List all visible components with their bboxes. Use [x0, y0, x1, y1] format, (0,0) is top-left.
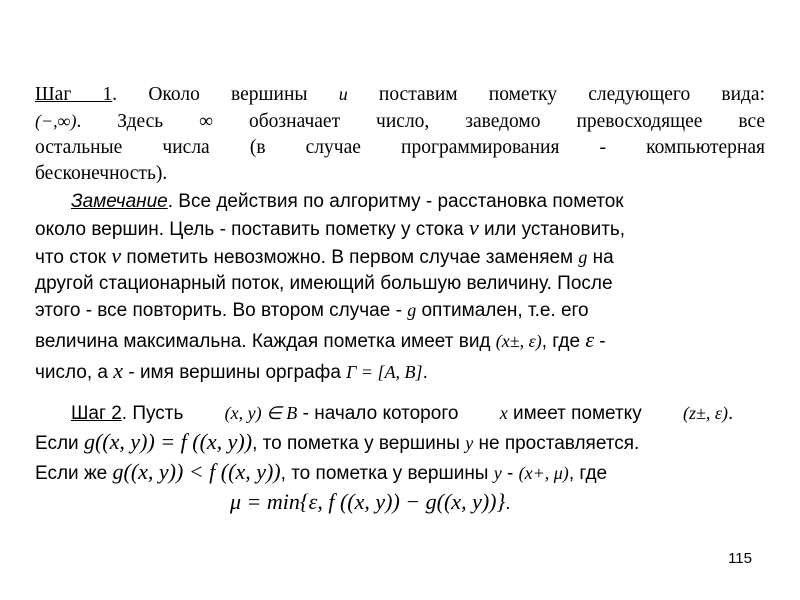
- sink-v-symbol: v: [468, 215, 479, 240]
- flow-g-symbol: g: [578, 247, 588, 267]
- digraph-formula: Γ = [A, B]: [346, 362, 423, 382]
- mark-form-formula: (x±, ε): [495, 331, 542, 351]
- step2-line-4: μ = min{ε, f ((x, y)) − g((x, y))}.: [230, 489, 511, 514]
- mu-formula: μ = min{ε, f ((x, y)) − g((x, y))}: [230, 489, 506, 514]
- remark-line-6: величина максимальна. Каждая пометка имеет вид (x±, ε), где ε -: [35, 327, 606, 352]
- arc-formula: (x, y) ∈ B: [224, 403, 298, 423]
- vertex-y-symbol: y: [465, 433, 474, 453]
- remark-line-2: около вершин. Цель - поставить пометку у стока v или установить,: [35, 215, 626, 240]
- inequality-formula: g((x, y)) < f ((x, y)): [112, 459, 281, 484]
- vertex-y-symbol-2: y: [493, 463, 502, 483]
- vertex-u-symbol: u: [338, 84, 348, 104]
- remark-line-1: Замечание. Все действия по алгоритму - расстановка пометок: [71, 191, 624, 212]
- epsilon-symbol: ε: [585, 327, 594, 352]
- step1-line-1: Шаг 1. Около вершины u поставим пометку следующего вида:: [35, 81, 765, 108]
- mark-x-plus-formula: (x+, μ): [518, 463, 569, 483]
- remark-line-3: что сток v пометить невозможно. В первом случае заменяем g на: [35, 243, 614, 268]
- sink-v-symbol-2: v: [111, 243, 122, 268]
- remark-paragraph: [35, 189, 765, 386]
- step1-line-4: бесконечность).: [35, 163, 168, 184]
- step2-line-2: Если g((x, y)) = f ((x, y)), то пометка у вершины y не проставляется.: [35, 429, 640, 454]
- step2-heading: Шаг 2: [71, 403, 122, 424]
- step1-heading: Шаг 1: [35, 84, 113, 105]
- page-number: 115: [728, 550, 752, 567]
- step2-paragraph: [35, 400, 765, 517]
- equality-formula: g((x, y)) = f ((x, y)): [83, 429, 253, 454]
- infinity-symbol: ∞: [199, 111, 214, 132]
- step1-line-2: (−,∞). Здесь ∞ обозначает число, заведомо превосходящее все: [35, 108, 765, 135]
- step2-line-1: Шаг 2. Пусть (x, y) ∈ B - начало которого x имеет пометку (z±, ε).: [35, 400, 765, 427]
- remark-heading: Замечание: [71, 191, 168, 212]
- vertex-x-symbol-2: x: [499, 403, 508, 423]
- flow-g-symbol-2: g: [407, 300, 417, 320]
- mark-z-formula: (z±, ε): [683, 403, 728, 423]
- remark-line-7: число, а x - имя вершины орграфа Γ = [A, B].: [35, 358, 428, 383]
- initial-mark-formula: (−,∞): [35, 111, 77, 131]
- vertex-x-symbol: x: [113, 358, 124, 383]
- step1-paragraph: [35, 81, 765, 187]
- step1-line-3: остальные числа (в случае программирования - компьютерная: [35, 137, 765, 158]
- remark-line-5: этого - все повторить. Во втором случае - g оптимален, т.е. его: [35, 297, 765, 324]
- step2-line-3: Если же g((x, y)) < f ((x, y)), то пометка у вершины y - (x+, μ), где: [35, 459, 608, 484]
- remark-line-4: другой стационарный поток, имеющий большую величину. После: [35, 273, 613, 294]
